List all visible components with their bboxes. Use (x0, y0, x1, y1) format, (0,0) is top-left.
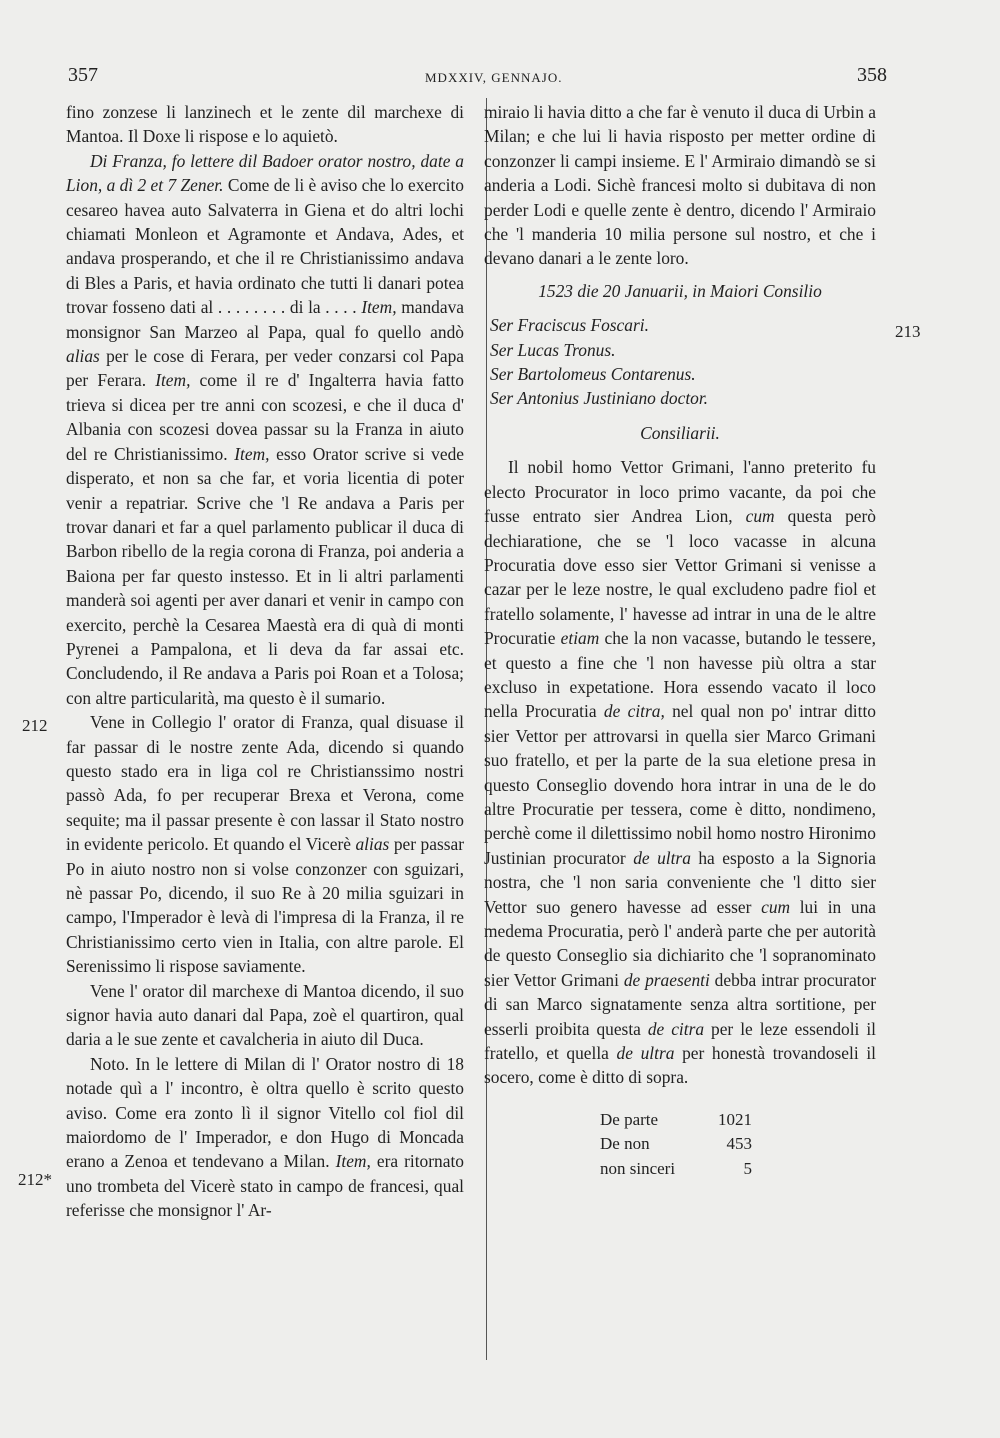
text-run: ha esposto a la Signoria nostra, che 'l non saria conveniente che 'l ditto sier Vettor suo genero havesse ad esser (484, 847, 876, 917)
paragraph (66, 1052, 464, 1223)
vote-row (600, 1108, 752, 1132)
text-run: Vene in Collegio l' orator di Franza, qual disuase il far passar di le nostre zente Ada, dicendo si quando questo stado era in liga col re Christianssimo nostri passò Ada, fo per recuperar Brexa et Verona, come sequite; ma il passar presente è con lassar il Stato nostro in evidente pericolo. Et quando el Vicerè (66, 712, 464, 855)
italic-heading: Di Franza, fo lettere dil Badoer orator nostro, date a Lion, a dì 2 et 7 Zener. (66, 150, 464, 196)
text-run: per passar Po in aiuto nostro non si volse conzonzer con sguizari, nè passar Po, dicendo, il suo Re à 20 milia sguizari in campo, l'Imperador è levà di l'impresa di la Franza, il re Christianissimo certo vien in Italia, con altre parole. El Serenissimo li rispose saviamente. (66, 834, 464, 977)
running-title: MDXXIV, GENNAJO. (425, 70, 563, 85)
text-run: per le leze essendoli il fratello, et quella (484, 1018, 876, 1064)
subheading: Consiliarii. (640, 422, 720, 443)
text-run: Il nobil homo Vettor Grimani, l'anno preterito fu electo Procurator in loco primo vacante, da poi che fusse entrato sier Andrea Lion, (484, 457, 876, 527)
page-number-left: 357 (68, 64, 98, 86)
text-run: esso Orator scrive si vede disperato, et non sa che far, et voria licentia di poter venir a repatriar. Scrive che 'l Re andava a Paris per trovar danari et far a quel parlamento publicar il duca di Barbon ribello de la regia corona di Franza, poi anderia a Baiona per far questo instesso. Et in li altri parlamenti manderà soi agenti per aver danari et venir in campo con exercito, perchè la Cesarea Maestà era di quà di monti Pyrenei a Pampalona, et li deva da far assai etc. Concludendo, il Re andava a Paris poi Roan et a Tolosa; con altre particularità, ma questo è il sumario. (66, 443, 464, 708)
right-column (484, 100, 876, 1181)
italic-term: de citra (647, 1018, 705, 1039)
italic-term: de citra, (603, 701, 665, 722)
text-run: era ritornato uno trombeta del Vicerè stato in campo de francesi, qual referisse che monsignor l' Ar- (66, 1151, 464, 1221)
margin-note-212: 212 (22, 716, 48, 735)
margin-note-212-star: 212* (18, 1170, 52, 1189)
paragraph: miraio li havia ditto a che far è venuto il duca di Urbin a Milan; e che lui li havia risposto per metter ordine di conzonzer li campi insieme. E l' Armiraio dimandò se si anderia a Lodi. Sichè francesi molto si dubitava di non perder Lodi e quelle zente è dentro, dicendo l' Armiraio che 'l manderia 10 milia persone sul nostro, et che i devano danari a le zente loro. (484, 102, 876, 269)
page-number-right: 358 (857, 64, 887, 86)
italic-term: Item, (155, 370, 191, 391)
italic-term: Item, (234, 443, 270, 464)
italic-term: de ultra (616, 1043, 675, 1064)
vote-row (600, 1157, 752, 1181)
text-run: questa però dechiaratione, che se 'l loco vacasse in alcuna Procuratia dove esso sier Vettor Grimani si venisse a cazar per le leze nostre, le qual excludeno padre fiol et fratello solamente, l' havesse ad intrar in una de le altre Procuratie (484, 506, 876, 649)
signer: Ser Antonius Justiniano doctor. (490, 388, 709, 409)
paragraph: Vene l' orator dil marchexe di Mantoa dicendo, il suo signor havia auto danari dal Papa, zoè el quartiron, qual daria a le sue zente et cavalcheria in aiuto dil Duca. (66, 980, 464, 1050)
vote-count: 453 (726, 1134, 752, 1154)
vote-label: non sinceri (600, 1158, 676, 1178)
text-run: per le cose di Ferara, per veder conzarsi col Papa per Ferara. (66, 346, 464, 391)
text-run: che la non vacasse, butando le tessere, et questo a fine che 'l non havesse più oltra a star excluso in expetatione. Hora essendo vacato il loco nella Procuratia (484, 628, 877, 722)
italic-term: cum (761, 896, 791, 917)
left-column (66, 100, 464, 1223)
text-run: mandava monsignor San Marzeo al Papa, qual fo quello andò (66, 297, 464, 342)
vote-row (600, 1132, 752, 1156)
paragraph: fino zonzese li lanzinech et le zente dil marchexe di Mantoa. Il Doxe li rispose e lo aquietò. (66, 102, 464, 147)
italic-term: de praesenti (623, 969, 710, 990)
italic-term: alias (66, 346, 100, 367)
italic-term: cum (745, 506, 775, 527)
text-run: lui in una medema Procuratia, però l' anderà parte che per autorità de questo Conseglio sia dichiarito che 'l sopranominato sier Vettor Grimani (484, 896, 876, 990)
signer-list (490, 313, 876, 411)
section-heading: 1523 die 20 Januarii, in Maiori Consilio (538, 280, 822, 301)
signer: Ser Lucas Tronus. (490, 339, 616, 360)
vote-count: 5 (743, 1158, 752, 1178)
italic-term: Item, (361, 297, 397, 318)
vote-label: De parte (600, 1109, 659, 1129)
margin-note-213: 213 (895, 322, 921, 341)
signer: Ser Bartolomeus Contarenus. (490, 364, 696, 385)
vote-table (600, 1108, 752, 1181)
text-run: per honestà trovandoseli il socero, come è ditto di sopra. (484, 1043, 876, 1088)
vote-count: 1021 (718, 1109, 752, 1129)
paragraph (66, 710, 464, 978)
text-run: Come de li è aviso che lo exercito cesareo havea auto Salvaterra in Giena et do altri lochi chiamati Monleon et Agramonte et Andava, Ades, et andava prosperando, et che il re Christianissimo andava di Bles a Paris, et havia ordinato che tutti li danari potea trovar fosseno dati al . . . . . . . . di la . . . . (66, 175, 464, 318)
text-run: come il re d' Ingalterra havia fatto trieva si dicea per tre anni con scozesi, e che il duca d' Albania con scozesi dovea passar su la Franza in aiuto del re Christianissimo. (66, 370, 464, 464)
text-run: nel qual non po' intrar ditto sier Vettor per attrovarsi in quella sier Marco Grimani suo fratello, et per la parte de la sua eletione presa in questo Conseglio dovendo hora intrar in una de le do altre Procuratie per tessera, come è ditto, nondimeno, perchè come il dilettissimo nobil homo nostro Hironimo Justinian procurator (484, 701, 876, 868)
italic-term: Item, (335, 1151, 371, 1172)
text-run: debba intrar procurator di san Marco signatamente senza altra sortitione, per esserli proibita questa (484, 969, 877, 1039)
vote-label: De non (600, 1134, 650, 1154)
paragraph (484, 455, 876, 1090)
signer: Ser Fraciscus Foscari. (490, 315, 649, 336)
italic-term: de ultra (633, 847, 691, 868)
italic-term: alias (355, 834, 390, 855)
text-run: Noto. In le lettere di Milan di l' Orator nostro di 18 notade quì a l' incontro, è oltra quello è scrito questo aviso. Come era zonto lì il signor Vitello col fiol dil maiordomo de l' Imperador, e don Hugo di Moncada erano a Zenoa et tendevano a Milan. (66, 1053, 464, 1172)
italic-term: etiam (560, 628, 600, 649)
paragraph (66, 149, 464, 710)
